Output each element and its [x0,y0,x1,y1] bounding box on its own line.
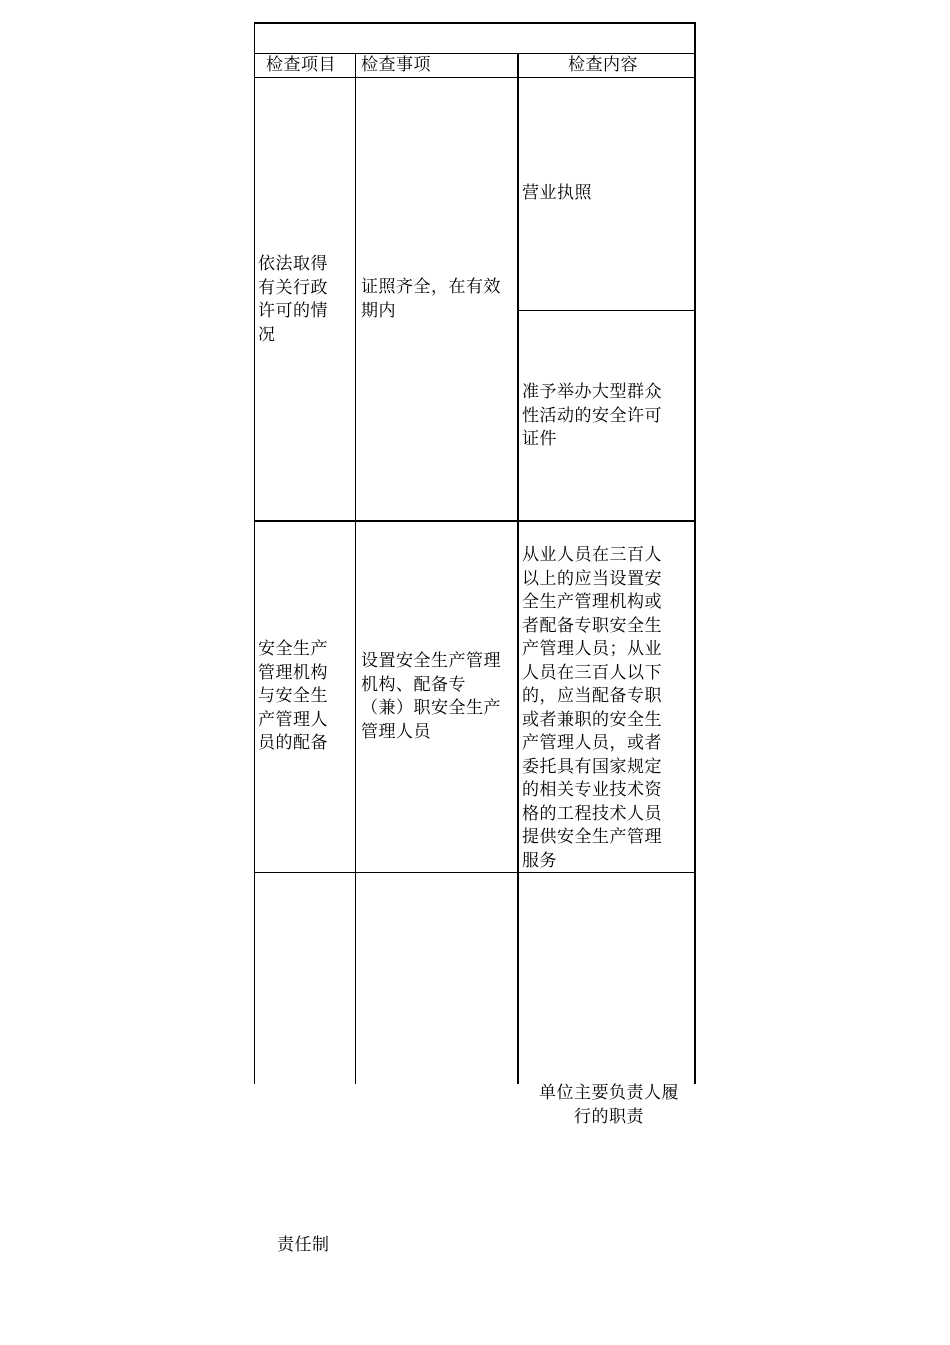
header-check-matter: 检查事项 [361,55,431,75]
row1-content-permit: 准予举办大型群众 性活动的安全许可 证件 [522,382,662,449]
row2-matter: 设置安全生产管理 机构、配备专 （兼）职安全生产 管理人员 [361,651,501,742]
row1-matter: 证照齐全，在有效 期内 [361,277,501,321]
row3-item-overflow: 责任制 [277,1235,330,1255]
row2-content: 从业人员在三百人 以上的应当设置安 全生产管理机构或 者配备专职安全生 产管理人员；从业 人员在三百人以下 的，应当配备专职 或者兼职的安全生 产管理人员，或者 委托具有国家规定 的相关专业技术资 格的工程技术人员 提供安全生产管理 服务 [522,545,662,871]
table-top-border [254,22,696,24]
row2-item: 安全生产 管理机构 与安全生 产管理人 员的配备 [258,639,328,753]
row1-content-license: 营业执照 [522,183,592,203]
col1-col2-divider [355,53,356,1084]
header-check-item: 检查项目 [266,55,336,75]
row1-bottom-border [254,520,696,522]
row1-item: 依法取得 有关行政 许可的情 况 [258,254,328,345]
col2-col3-divider [517,53,519,1084]
row1-content-divider [518,310,696,311]
header-check-content: 检查内容 [568,55,638,75]
table-right-border [694,22,696,1084]
table-left-border [254,22,255,1084]
row3-content-overflow: 单位主要负责人履 行的职责 [539,1083,679,1127]
